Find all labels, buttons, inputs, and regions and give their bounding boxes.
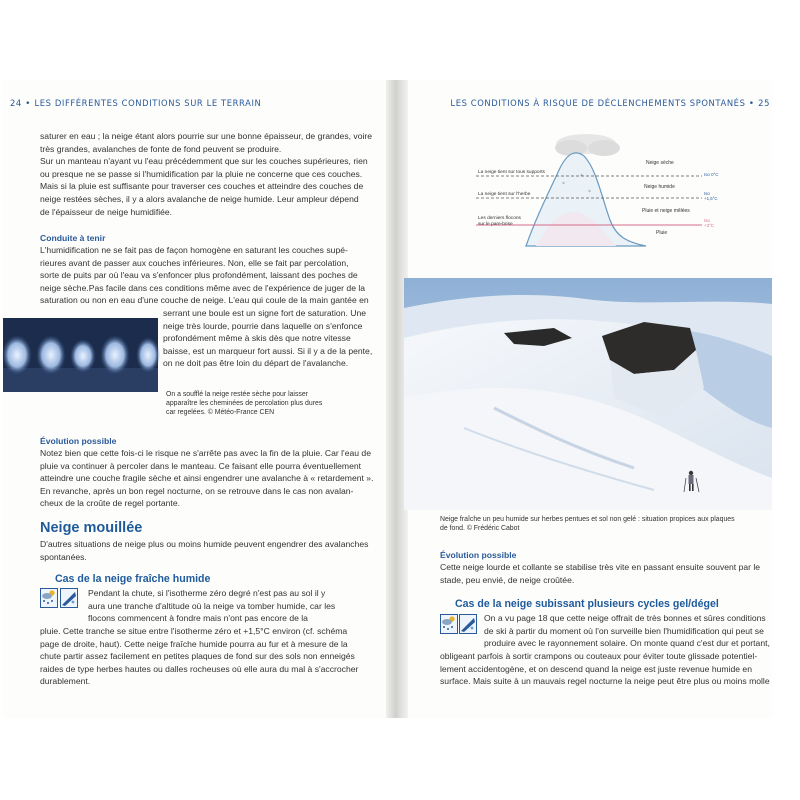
text-line: page de droite, haut). Cette neige fraîche humide pourra au fur et à mesure de la xyxy=(40,638,348,649)
text-line: saturer en eau ; la neige étant alors pourrie sur une bonne épaisseur, de grandes, voire xyxy=(40,131,373,141)
text-line: flocons commencent à fondre mais n'ont pas encore de la xyxy=(88,613,308,624)
caption-line: On a soufflé la neige restée sèche pour laisser xyxy=(166,391,308,398)
text-line: pluie. Cette tranche se situe entre l'isotherme zéro et +1,5°C environ (cf. schéma xyxy=(40,626,348,636)
right-photo-caption xyxy=(440,515,770,533)
percolation-chimneys-photo xyxy=(3,318,158,392)
text-line: Mais si la pluie est suffisante pour traverser ces couches et atteindre des couches de xyxy=(40,181,364,192)
left-running-title: LES DIFFÉRENTES CONDITIONS SUR LE TERRAIN xyxy=(34,98,262,108)
left-running-head: 24 • LES DIFFÉRENTES CONDITIONS SUR LE TERRAIN xyxy=(10,98,262,109)
text-line: ou presque ne se passe si l'humidification par la pluie ne concerne que ces couches. xyxy=(40,168,363,179)
right-running-head: LES CONDITIONS À RISQUE DE DÉCLENCHEMENTS SPONTANÉS • 25 xyxy=(450,98,770,109)
text-line: chute partir assez facilement en petites plaques de fond sur des sols non enneigés xyxy=(40,651,355,662)
svg-text:*: * xyxy=(580,173,583,180)
text-line: stade, peu envié, de neige croûtée. xyxy=(440,574,575,585)
schema-isotherm-label: Iso 0°C xyxy=(704,172,719,177)
text-line: cheux de la croûte de regel portante. xyxy=(40,498,180,509)
left-evolution-heading: Évolution possible xyxy=(40,436,117,446)
gel-degel-wrap-paragraph xyxy=(484,612,772,650)
text-line: neige très lourde, pourrie dans laquelle on s'enfonce xyxy=(163,320,363,331)
left-photo-caption xyxy=(166,390,386,418)
left-page-number: 24 xyxy=(10,98,22,108)
caption-line: car regelées. © Météo-France CEN xyxy=(166,409,275,417)
left-evolution-paragraph xyxy=(40,447,385,510)
schema-isotherm-label: +3°C xyxy=(704,223,714,228)
conduite-paragraph xyxy=(40,244,385,307)
schema-isotherm-label: Iso xyxy=(704,191,710,196)
right-page-number: 25 xyxy=(758,98,770,108)
gel-degel-paragraph xyxy=(440,650,772,688)
caption-line: apparaître les cheminées de percolation plus dures xyxy=(166,400,323,408)
right-running-title: LES CONDITIONS À RISQUE DE DÉCLENCHEMENTS SPONTANÉS xyxy=(450,98,746,108)
text-line: L'humidification ne se fait pas de façon homogène en saturant les couches supé- xyxy=(40,245,348,255)
text-line: de ski à partir du moment où l'on surveille bien l'humidification qui peut se xyxy=(484,625,764,636)
schema-left-label: La neige tient sur tous supports xyxy=(478,170,545,175)
schema-left-label: La neige tient sur l'herbe xyxy=(478,192,531,197)
text-line: très grandes, avalanches de fonte de fond peuvent se produire. xyxy=(40,143,282,154)
text-line: aura une tranche d'altitude où la neige va tomber humide, car les xyxy=(88,600,336,611)
conduite-heading: Conduite à tenir xyxy=(40,233,106,243)
conduite-wrap-paragraph xyxy=(163,307,388,370)
text-line: On a vu page 18 que cette neige offrait de très bonnes et sûres conditions xyxy=(484,613,766,623)
freeze-thaw-icon xyxy=(459,614,477,634)
text-line: surface. Mais suite à un mauvais regel nocturne la neige peut être plus ou moins molle xyxy=(440,676,770,687)
right-evolution-heading: Évolution possible xyxy=(440,550,517,560)
weather-sun-cloud-icon xyxy=(440,614,458,634)
text-line: D'autres situations de neige plus ou moins humide peuvent engendrer des avalanches xyxy=(40,539,369,549)
schema-left-label: Les derniers flocons xyxy=(478,216,521,221)
text-line: sorte de puits par où l'eau va s'enfoncer plus profondément, laissant des poches de xyxy=(40,270,358,281)
text-line: baisse, est un marqueur fort aussi. Si il y a de la pente, xyxy=(163,345,373,356)
schema-left-label: sur le pare-brise xyxy=(478,222,513,227)
schema-isotherm-label: +1,5°C xyxy=(704,196,718,201)
text-line: durablement. xyxy=(40,676,91,687)
text-line: spontanées. xyxy=(40,551,87,562)
svg-text:*: * xyxy=(562,181,565,188)
right-evolution-paragraph xyxy=(440,561,770,586)
text-line: serrant une boule est un signe fort de saturation. Une xyxy=(163,308,367,318)
schema-zone-label: Pluie et neige mêlées xyxy=(642,208,690,214)
text-line: Sur un manteau n'ayant vu l'eau précédemment que sur les couches supérieures, rien xyxy=(40,156,368,167)
snow-slope-photo xyxy=(404,278,772,510)
text-line: produire avec le rayonnement solaire. On monte quand c'est dur et portant, xyxy=(484,638,770,649)
caption-line: Neige fraîche un peu humide sur herbes pentues et sol non gelé : situation propices aux plaques xyxy=(440,516,735,523)
text-line: on ne doit pas être loin du départ de l'avalanche. xyxy=(163,358,349,369)
text-line: saturation ou non en eau d'une couche de neige. L'eau qui coule de la main gantée en xyxy=(40,295,369,306)
text-line: Notez bien que cette fois-ci le risque ne s'arrête pas avec la fin de la pluie. Car l'eau de xyxy=(40,448,371,458)
text-line: rieures avant de passer aux couches inférieures. Non, elle se fait par percolation, xyxy=(40,257,349,268)
caption-line: de fond. © Frédéric Cabot xyxy=(440,525,520,533)
neige-mouillee-paragraph xyxy=(40,538,385,563)
neige-fraiche-wrap-paragraph xyxy=(88,587,386,625)
schema-isotherm-label: Iso xyxy=(704,218,710,223)
text-line: Pendant la chute, si l'isotherme zéro degré n'est pas au sol il y xyxy=(88,588,326,598)
neige-fraiche-paragraph xyxy=(40,625,385,688)
text-line: En revanche, après un bon regel nocturne, on se retrouve dans le cas non avalan- xyxy=(40,485,354,496)
text-line: lement accidentogène, et on descend quand la neige est juste revenue humide en xyxy=(440,663,752,674)
text-line: neige sèche.Pas facile dans ces conditions même avec de l'expérience de juger de la xyxy=(40,282,366,293)
schema-zone-label: Neige humide xyxy=(644,184,675,190)
isotherm-schema xyxy=(476,128,719,246)
text-line: de l'épaisseur de neige humidifiée. xyxy=(40,206,173,217)
text-line: pluie va continuer à percoler dans le manteau. Ce faisant elle pourra éventuellement xyxy=(40,460,362,471)
text-line: atteindre une couche fragile sèche et ainsi engendrer une avalanche à « retardement ». xyxy=(40,473,374,484)
text-line: neige restées sèches, il y a alors avalanche de neige humide. Leur ampleur dépend xyxy=(40,193,359,204)
schema-zone-label: Pluie xyxy=(656,230,668,236)
text-line: raides de type herbes hautes ou dalles rocheuses où elle aura du mal à s'accrocher xyxy=(40,663,359,674)
schema-zone-label: Neige sèche xyxy=(646,160,674,166)
intro-paragraph xyxy=(40,130,385,218)
neige-fraiche-humide-title: Cas de la neige fraîche humide xyxy=(55,573,211,585)
gel-degel-title: Cas de la neige subissant plusieurs cycles gel/dégel xyxy=(455,598,719,610)
text-line: obligeant parfois à sortir crampons ou couteaux pour éviter toute glissade potentiel- xyxy=(440,651,758,661)
text-line: profondément même à skis dès que notre vitesse xyxy=(163,333,351,344)
text-line: Cette neige lourde et collante se stabilise très vite en passant ensuite souvent par le xyxy=(440,562,761,572)
svg-text:*: * xyxy=(588,189,591,196)
neige-mouillee-title: Neige mouillée xyxy=(40,520,143,536)
wet-snow-icon xyxy=(60,588,78,608)
weather-snow-sun-icon xyxy=(40,588,58,608)
